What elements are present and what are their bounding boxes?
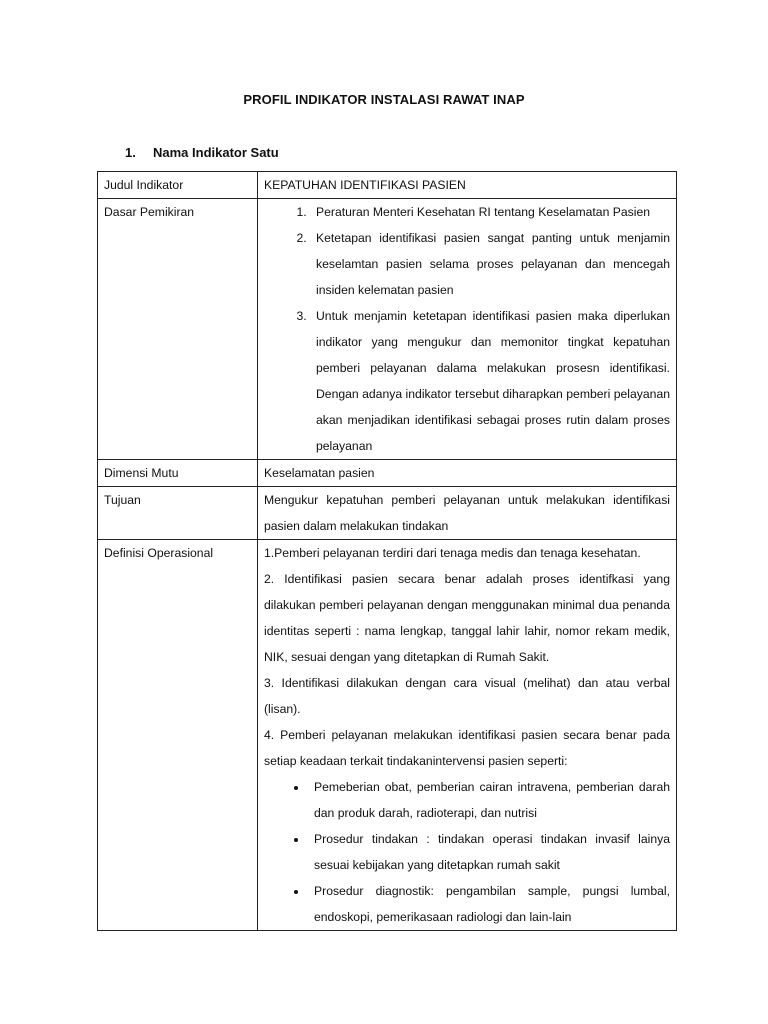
indicator-profile-table bbox=[97, 171, 677, 931]
table-row-tujuan bbox=[98, 487, 677, 540]
table-row-dimensi bbox=[98, 460, 677, 487]
page-title: PROFIL INDIKATOR INSTALASI RAWAT INAP bbox=[243, 92, 525, 107]
table-row-definisi bbox=[98, 540, 677, 931]
value-tujuan: Mengukur kepatuhan pemberi pelayanan untuk melakukan identifikasi pasien dalam melakukan tindakan bbox=[258, 487, 677, 540]
dasar-item-2: 2. Ketetapan identifikasi pasien sangat panting untuk menjamin keselamtan pasien selama proses pelayanan dan mencegah insiden kelematan pasien bbox=[310, 225, 670, 303]
label-dimensi-mutu: Dimensi Mutu bbox=[98, 460, 258, 487]
definisi-bullet-2: • Prosedur tindakan : tindakan operasi tindakan invasif lainya sesuai kebijakan yang ditetapkan rumah sakit bbox=[308, 826, 670, 878]
value-dimensi-mutu: Keselamatan pasien bbox=[258, 460, 677, 487]
label-definisi-operasional: Definisi Operasional bbox=[98, 540, 258, 931]
definisi-bullet-1: • Pemeberian obat, pemberian cairan intravena, pemberian darah dan produk darah, radioterapi, dan nutrisi bbox=[308, 774, 670, 826]
definisi-bullet-3: • Prosedur diagnostik: pengambilan sample, pungsi lumbal, endoskopi, pemerikasaan radiologi dan lain-lain bbox=[308, 878, 670, 930]
label-judul-indikator: Judul Indikator bbox=[98, 172, 258, 199]
dasar-item-3: 3. Untuk menjamin ketetapan identifikasi pasien maka diperlukan indikator yang mengukur dan memonitor tingkat kepatuhan pemberi pelayanan dalama melakukan prosesn identifikasi. Dengan adanya indikator tersebut diharapkan pemberi pelayanan akan menjadikan identifikasi sebagai proses rutin dalam proses pelayanan bbox=[310, 303, 670, 459]
dasar-pemikiran-list bbox=[264, 199, 670, 459]
section-number: 1. bbox=[125, 145, 136, 160]
value-judul-indikator: KEPATUHAN IDENTIFIKASI PASIEN bbox=[258, 172, 677, 199]
dasar-item-1: 1. Peraturan Menteri Kesehatan RI tentang Keselamatan Pasien bbox=[310, 199, 670, 225]
definisi-paragraph-2: 2. Identifikasi pasien secara benar adalah proses identifkasi yang dilakukan pemberi pelayanan dengan menggunakan minimal dua penanda identitas seperti : nama lengkap, tanggal lahir lahir, nomor rekam medik, NIK, sesuai dengan yang ditetapkan di Rumah Sakit. bbox=[264, 572, 670, 664]
label-dasar-pemikiran: Dasar Pemikiran bbox=[98, 199, 258, 460]
table-row-dasar bbox=[98, 199, 677, 460]
section-heading bbox=[125, 145, 279, 160]
definisi-bullet-list bbox=[264, 774, 670, 930]
table-row-judul bbox=[98, 172, 677, 199]
label-tujuan: Tujuan bbox=[98, 487, 258, 540]
definisi-paragraph-1: 1.Pemberi pelayanan terdiri dari tenaga medis dan tenaga kesehatan. bbox=[264, 546, 641, 560]
value-definisi-operasional bbox=[258, 540, 677, 931]
value-dasar-pemikiran bbox=[258, 199, 677, 460]
definisi-paragraph-3: 3. Identifikasi dilakukan dengan cara visual (melihat) dan atau verbal (lisan). bbox=[264, 676, 670, 716]
section-title: Nama Indikator Satu bbox=[153, 145, 279, 160]
definisi-paragraph-4: 4. Pemberi pelayanan melakukan identifikasi pasien secara benar pada setiap keadaan terkait tindakanintervensi pasien seperti: bbox=[264, 728, 670, 768]
